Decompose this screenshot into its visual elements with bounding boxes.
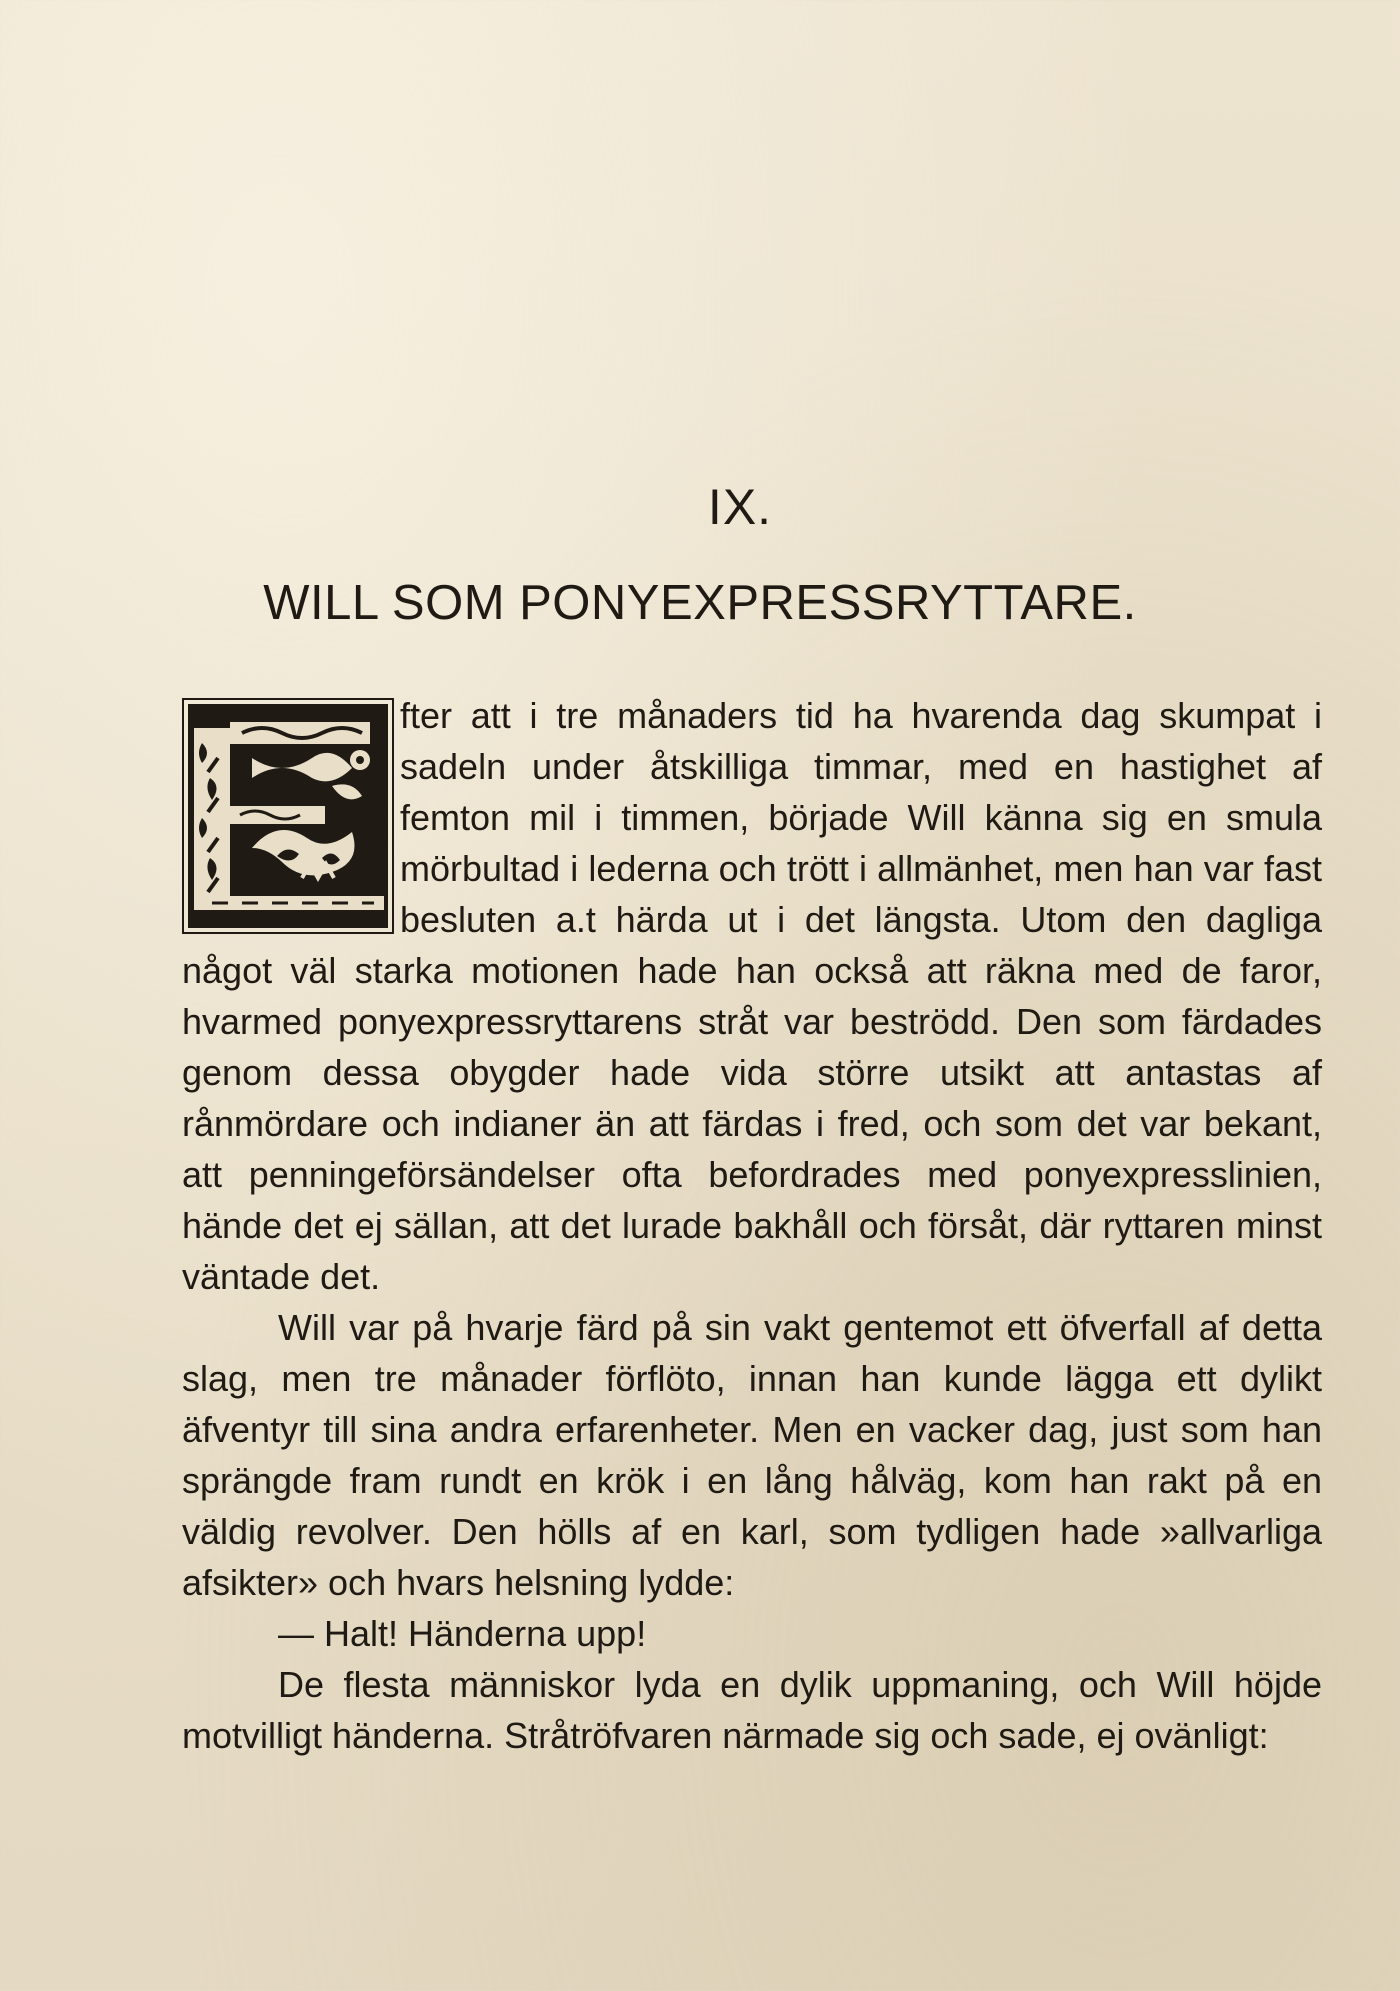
chapter-title: WILL SOM PONYEXPRESSRYTTARE. [263, 576, 1137, 630]
body-text [182, 690, 1322, 1761]
paragraph-4: De flesta människor lyda en dylik uppmaning, och Will höjde motvilligt händerna. Stråtröfvaren närmade sig och sade, ej ovänligt: [182, 1664, 1322, 1756]
chapter-number: IX. [707, 479, 773, 535]
paragraph-1-first-word-rest: fter [400, 695, 453, 736]
paragraph-1-text: att i tre månaders tid ha hvarenda dag skumpat i sadeln under åtskilliga timmar, med en hastighet af femton mil i timmen, började Will känna sig en smula mörbultad i lederna och trött i allmänhet, men han var fast besluten a.t härda ut i det längsta. Utom den dagliga något väl starka motionen hade han också att räkna med de faror, hvarmed ponyexpressryttarens stråt var beströdd. Den som färdades genom dessa obygder hade vida större utsikt att antastas af rånmördare och indianer än att färdas i fred, och som det var bekant, att penningeförsändelser ofta befordrades med ponyexpresslinien, hände det ej sällan, att det lurade bakhåll och försåt, där ryttaren minst väntade det. [182, 695, 1322, 1297]
ornamental-initial-e-icon [182, 698, 394, 934]
paragraph-2: Will var på hvarje färd på sin vakt gentemot ett öfverfall af detta slag, men tre månader förflöto, innan han kunde lägga ett dylikt äfventyr till sina andra erfarenheter. Men en vacker dag, just som han sprängde fram rundt en krök i en lång hålväg, kom han rakt på en väldig revolver. Den hölls af en karl, som tydligen hade »allvarliga afsikter» och hvars helsning lydde: [182, 1307, 1322, 1603]
paragraph-1 [182, 690, 1322, 1302]
paragraph-3-dialogue: — Halt! Händerna upp! [278, 1613, 647, 1654]
